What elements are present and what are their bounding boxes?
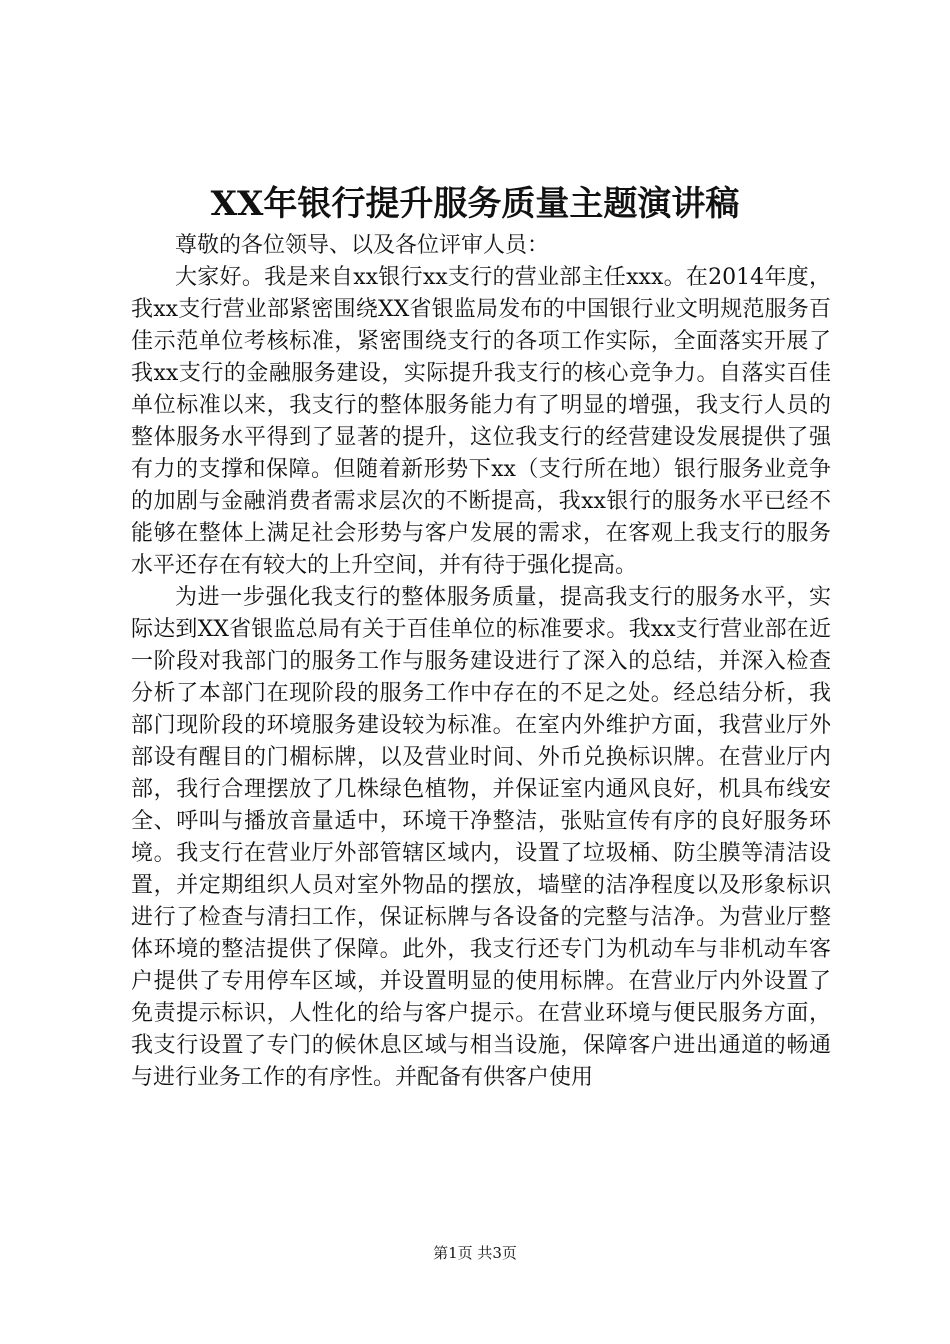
salutation: 尊敬的各位领导、以及各位评审人员： <box>175 233 550 258</box>
paragraph-1: 大家好。我是来自xx银行xx支行的营业部主任xxx。在2014年度，我xx支行营业部紧密围绕XX省银监局发布的中国银行业文明规范服务百佳示范单位考核标准，紧密围绕支行的各项工作实际，全面落实开展了我xx支行的金融服务建设，实际提升我支行的核心竞争力。自落实百佳单位标准以来，我支行的整体服务能力有了明显的增强，我支行人员的整体服务水平得到了显著的提升，这位我支行的经营建设发展提供了强有力的支撑和保障。但随着新形势下xx（支行所在地）银行服务业竞争的加剧与金融消费者需求层次的不断提高，我xx银行的服务水平已经不能够在整体上满足社会形势与客户发展的需求，在客观上我支行的服务水平还存在有较大的上升空间，并有待于强化提高。 <box>131 265 831 578</box>
document-body <box>131 230 831 1094</box>
paragraph-2: 为进一步强化我支行的整体服务质量，提高我支行的服务水平，实际达到XX省银监总局有关于百佳单位的标准要求。我xx支行营业部在近一阶段对我部门的服务工作与服务建设进行了深入的总结，并深入检查分析了本部门在现阶段的服务工作中存在的不足之处。经总结分析，我部门现阶段的环境服务建设较为标准。在室内外维护方面，我营业厅外部设有醒目的门楣标牌，以及营业时间、外币兑换标识牌。在营业厅内部，我行合理摆放了几株绿色植物，并保证室内通风良好，机具布线安全、呼叫与播放音量适中，环境干净整洁，张贴宣传有序的良好服务环境。我支行在营业厅外部管辖区域内，设置了垃圾桶、防尘膜等清洁设置，并定期组织人员对室外物品的摆放，墙壁的洁净程度以及形象标识进行了检查与清扫工作，保证标牌与各设备的完整与洁净。为营业厅整体环境的整洁提供了保障。此外，我支行还专门为机动车与非机动车客户提供了专用停车区域，并设置明显的使用标牌。在营业厅内外设置了免责提示标识，人性化的给与客户提示。在营业环境与便民服务方面，我支行设置了专门的候休息区域与相当设施，保障客户进出通道的畅通与进行业务工作的有序性。并配备有供客户使用 <box>131 585 831 1090</box>
document-title: XX年银行提升服务质量主题演讲稿 <box>210 184 740 224</box>
page-number: 第1页 共3页 <box>433 1244 517 1262</box>
